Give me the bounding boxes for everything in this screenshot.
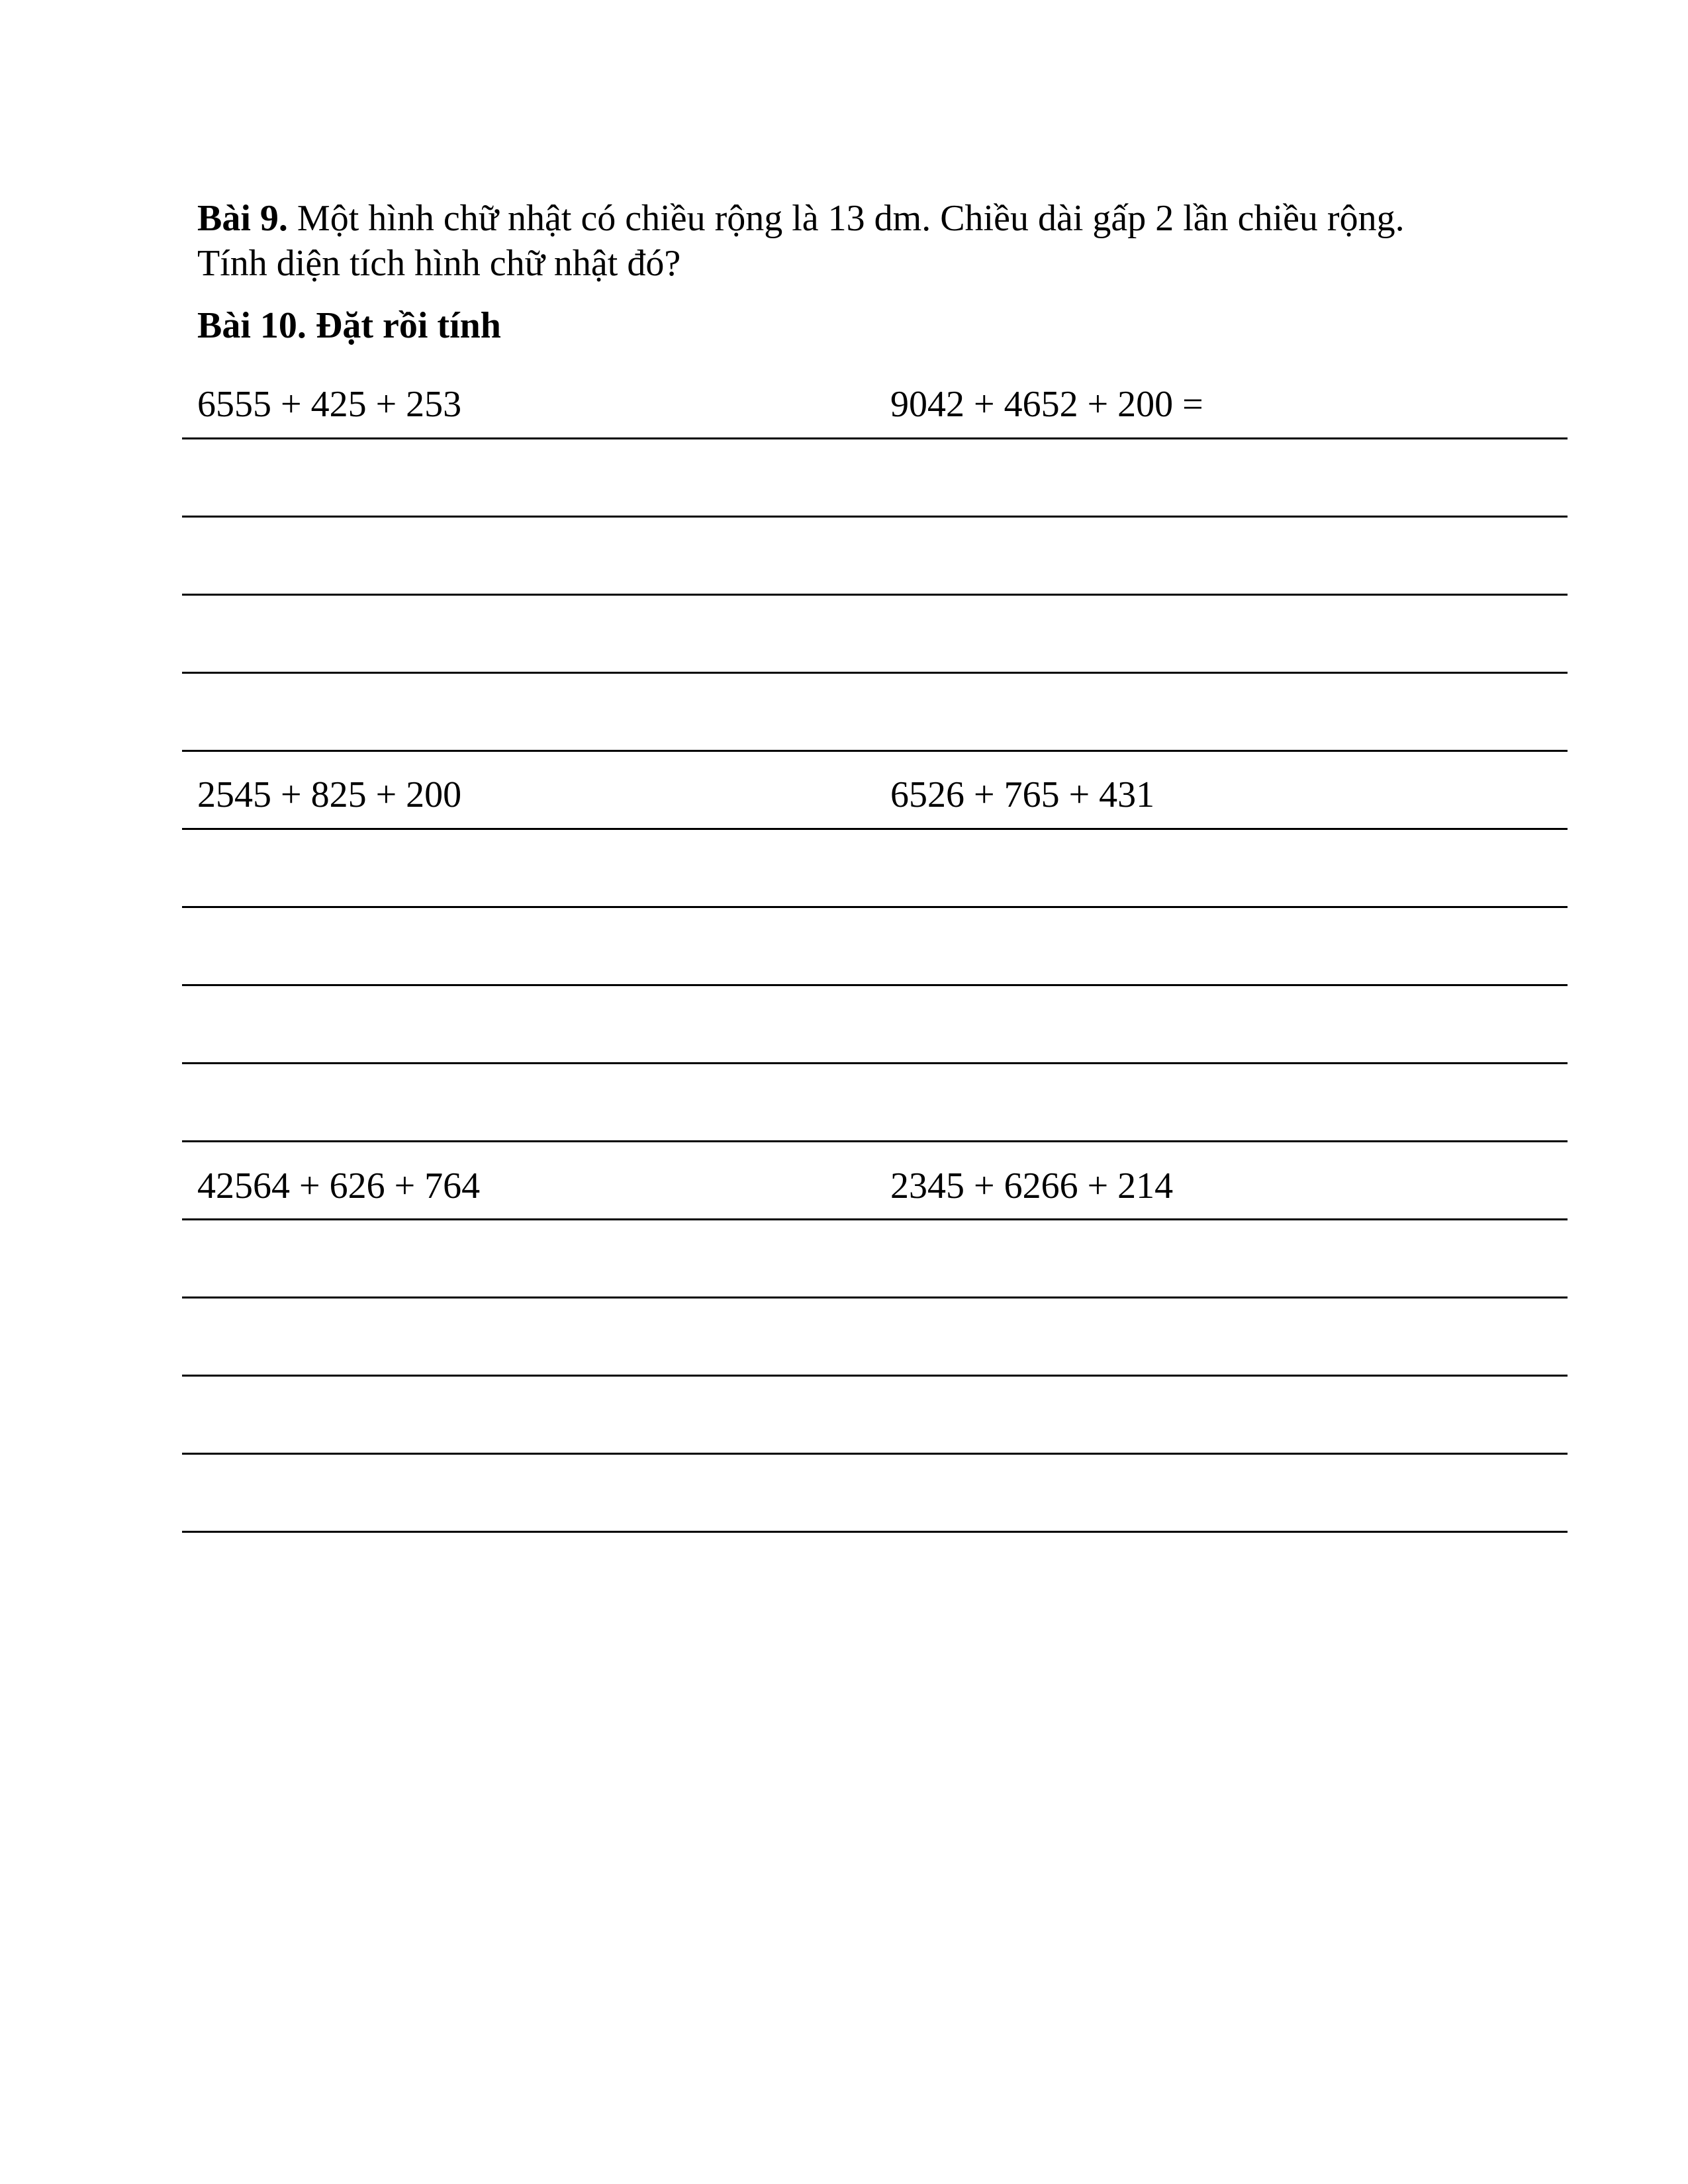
- answer-rule: [182, 828, 1568, 830]
- answer-rule: [182, 437, 1568, 439]
- expression-3-left: 42564 + 626 + 764: [197, 1165, 481, 1206]
- answer-rule: [182, 906, 1568, 908]
- exercise-9-label: Bài 9.: [197, 198, 288, 239]
- answer-rule: [182, 1062, 1568, 1064]
- answer-rule: [182, 1375, 1568, 1377]
- exercise-9-text-1: Một hình chữ nhật có chiều rộng là 13 dm. Chiều dài gấp 2 lần chiều rộng.: [287, 198, 1405, 239]
- expression-1-right: 9042 + 4652 + 200 =: [890, 384, 1203, 425]
- exercise-10-title: Bài 10. Đặt rồi tính: [197, 305, 501, 346]
- answer-rule: [182, 1297, 1568, 1298]
- exercise-9-line-1: [197, 200, 1405, 237]
- answer-rule: [182, 1531, 1568, 1533]
- exercise-9-text-2: Tính diện tích hình chữ nhật đó?: [197, 243, 681, 284]
- answer-rule: [182, 1140, 1568, 1142]
- exercise-9-line-2: [197, 245, 680, 282]
- answer-rule: [182, 672, 1568, 674]
- answer-rule: [182, 984, 1568, 986]
- expression-1-left: 6555 + 425 + 253: [197, 384, 462, 425]
- expression-3-right: 2345 + 6266 + 214: [890, 1165, 1174, 1206]
- answer-rule: [182, 1453, 1568, 1455]
- answer-rule: [182, 750, 1568, 752]
- answer-rule: [182, 1218, 1568, 1220]
- expression-2-left: 2545 + 825 + 200: [197, 774, 462, 815]
- expression-2-right: 6526 + 765 + 431: [890, 774, 1155, 815]
- answer-rule: [182, 516, 1568, 518]
- answer-rule: [182, 594, 1568, 596]
